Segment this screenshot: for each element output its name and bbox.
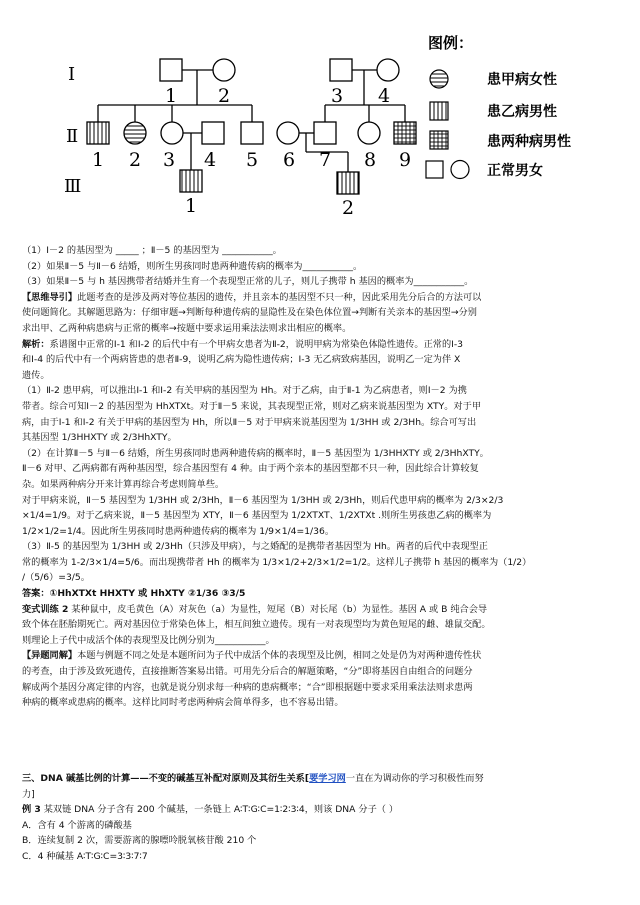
example-question <box>22 802 622 818</box>
individual-II-5 <box>241 122 263 144</box>
number-III-1: 1 <box>184 195 198 217</box>
example-text: 某双链 DNA 分子含有 200 个碱基，一条链上 A∶T∶G∶C=1∶2∶3∶4，则该 DNA 分子（ ） <box>40 804 399 816</box>
lead-tag: 解析： <box>22 338 50 350</box>
legend-swatch-normal-female <box>451 161 469 179</box>
text-line: 变式训练 2 某种鼠中，皮毛黄色（A）对灰色（a）为显性，短尾（B）对长尾（b）为显性。基因 A 或 B 纯合会导 <box>22 603 488 615</box>
text-line: 其基因型 1/3HHXTY 或 2/3HhXTY。 <box>22 432 177 444</box>
legend-swatch-both-male <box>430 131 448 149</box>
legend-swatch-normal-male <box>426 161 443 178</box>
lead-tag: 变式训练 2 <box>22 603 69 615</box>
individual-II-9 <box>394 122 416 144</box>
option-b: B．连续复制 2 次，需要游离的腺嘌呤脱氧核苷酸 210 个 <box>22 835 257 847</box>
text-line: 解析：系谱图中正常的Ⅰ-1 和Ⅰ-2 的后代中有一个甲病女患者为Ⅱ-2，说明甲病为常染色体隐性遗传。正常的Ⅰ-3 <box>22 338 464 350</box>
text-line: 1/2×1/2=1/4。因此所生男孩同时患两种遗传病的概率为 1/9×1/4=1/36。 <box>22 525 335 537</box>
individual-II-7 <box>314 122 336 144</box>
text-line: （3）Ⅱ-5 的基因型为 1/3HH 或 2/3Hh（只涉及甲病），与之婚配的是携带者基因型为 Hh。两者的后代中表现型正 <box>22 541 488 553</box>
individual-III-1 <box>180 170 202 192</box>
option-c: C．4 种碱基 A∶T∶G∶C=3∶3∶7∶7 <box>22 850 148 862</box>
legend-label-both-male: 患两种病男性 <box>487 134 571 150</box>
text-line: 【思维导引】此题考查的是涉及两对等位基因的遗传，并且亲本的基因型不只一种，因此采用先分后合的方法可以 <box>22 291 482 303</box>
number-III-2: 2 <box>341 197 355 219</box>
generation-label-2: Ⅱ <box>66 126 79 147</box>
individual-II-3 <box>161 122 183 144</box>
legend <box>426 34 571 179</box>
number-II-8: 8 <box>363 149 377 171</box>
bracket-open: [ <box>304 773 310 784</box>
individual-I-3 <box>330 59 352 81</box>
text-line: 【异题同解】本题与例题不同之处是本题所问为子代中成活个体的表现型及比例，相同之处是仍为对两种遗传性状 <box>22 650 482 662</box>
text-line: （1）Ⅱ-2 患甲病，可以推出Ⅰ-1 和Ⅰ-2 有关甲病的基因型为 Hh。对于乙病，由于Ⅱ-1 为乙病患者，则Ⅰ－2 为携 <box>22 385 467 397</box>
number-I-4: 4 <box>377 85 391 107</box>
number-II-5: 5 <box>245 149 259 171</box>
generation-label-1: Ⅰ <box>68 64 76 85</box>
individual-III-2 <box>337 172 359 194</box>
number-II-4: 4 <box>203 149 217 171</box>
text-line: （2）如果Ⅱ－5 与Ⅱ－6 结婚，则所生男孩同时患两种遗传病的概率为___________。 <box>22 260 363 272</box>
number-II-2: 2 <box>128 149 142 171</box>
individual-II-4 <box>202 122 224 144</box>
text-line: 带者。综合可知Ⅰ－2 的基因型为 HhXTXt。对于Ⅱ－5 来说，其表现型正常，则对乙病来说基因型为 XTY。对于甲 <box>22 400 482 412</box>
example-label: 例 3 <box>22 804 41 816</box>
section-title-tail-2: 力] <box>22 788 35 800</box>
text-line: 遗传。 <box>22 369 50 381</box>
text-line: （2）在计算Ⅱ－5 与Ⅱ－6 结婚，所生男孩同时患两种遗传病的概率时，Ⅱ－5 基因型为 1/3HHXTY 或 2/3HhXTY。 <box>22 447 489 459</box>
text-line: 种病的概率或患病的概率。这样比同时考虑两种病会简单得多，也不容易出错。 <box>22 697 344 709</box>
individual-I-4 <box>377 59 399 81</box>
text-line: 和Ⅰ-4 的后代中有一个两病皆患的患者Ⅱ-9，说明乙病为隐性遗传病；Ⅰ-3 无乙病致病基因，说明乙一定为伴 X <box>22 354 461 366</box>
individual-II-8 <box>358 122 380 144</box>
section-title-text: 三、DNA 碱基比例的计算——不变的碱基互补配对原则及其衍生关系 <box>22 773 305 784</box>
section-three <box>22 771 622 865</box>
individual-I-2 <box>213 59 235 81</box>
generation-label-3: Ⅲ <box>64 176 82 197</box>
text-line: 的考查，由于涉及致死遗传，直接推断答案易出错。可用先分后合的解题策略，“分”即将基因自由组合的问题分 <box>22 666 473 678</box>
number-II-1: 1 <box>91 149 105 171</box>
pedigree-diagram <box>0 0 640 240</box>
section-title-tail: 一直在为调动你的学习积极性而努 <box>345 773 484 784</box>
legend-title: 图例： <box>428 34 474 52</box>
text-line: 病，由于Ⅰ-1 和Ⅰ-2 有关于甲病的基因型为 Hh，所以Ⅱ－5 对于甲病来说基因型为 1/3HH 或 2/3Hh。综合可写出 <box>22 416 477 428</box>
legend-label-b-male: 患乙病男性 <box>487 104 557 120</box>
text-line: 常的概率为 1-2/3×1/4=5/6。而出现携带者 Hh 的概率为 1/3×1/2+2/3×1/2=1/2。这样儿子携带 h 基因的概率为（1/2） <box>22 556 532 568</box>
lead-tag: 【异题同解】 <box>22 650 78 662</box>
text-line: 使问题简化。其解题思路为：仔细审题→判断每种遗传病的显隐性及在染色体位置→判断有关亲本的基因型→分别 <box>22 307 477 319</box>
text-line: ×1/4=1/9。对于乙病来说，Ⅱ－5 基因型为 XTY，Ⅱ－6 基因型为 1/2XTXT、1/2XTXt .则所生男孩患乙病的概率为 <box>22 510 492 522</box>
legend-swatch-b-male <box>430 102 448 120</box>
legend-label-normal: 正常男女 <box>487 163 543 179</box>
lead-tag: 【思维导引】 <box>22 291 78 303</box>
individual-II-1 <box>87 122 109 144</box>
text-line: 杂。如果两种病分开来计算再综合考虑则简单些。 <box>22 478 225 490</box>
individual-I-1 <box>160 59 182 81</box>
legend-swatch-a-female <box>430 70 448 88</box>
question-and-analysis <box>22 243 622 711</box>
text-line: 求出甲、乙两种病患病与正常的概率→按题中要求运用乘法法则求出相应的概率。 <box>22 322 352 334</box>
number-I-3: 3 <box>330 85 344 107</box>
text-line: 解成两个基因分离定律的内容，也就是说分别求每一种病的患病概率；“合”即根据题中要求采用乘法法则求患两 <box>22 681 473 693</box>
source-link[interactable]: 要学习网 <box>309 773 346 784</box>
text-line: 则理论上子代中成活个体的表现型及比例分别为___________。 <box>22 634 275 646</box>
section-title <box>22 771 622 787</box>
number-II-7: 7 <box>318 149 332 171</box>
text-line: Ⅱ－6 对甲、乙两病都有两种基因型，综合基因型有 4 种。由于两个亲本的基因型都不只一种，因此综合计算较复 <box>22 463 479 475</box>
text-line: （1）Ⅰ－2 的基因型为 _____ ；Ⅱ－5 的基因型为 ___________。 <box>22 245 282 256</box>
text-line: /（5/6）=3/5。 <box>22 572 90 584</box>
number-II-9: 9 <box>398 149 412 171</box>
number-II-6: 6 <box>282 149 296 171</box>
legend-label-a-female: 患甲病女性 <box>487 72 557 88</box>
number-II-3: 3 <box>162 149 176 171</box>
text-line: 对于甲病来说，Ⅱ－5 基因型为 1/3HH 或 2/3Hh，Ⅱ－6 基因型为 1/3HH 或 2/3Hh，则后代患甲病的概率为 2/3×2/3 <box>22 494 504 506</box>
text-line: （3）如果Ⅱ－5 与 h 基因携带者结婚并生育一个表现型正常的儿子，则儿子携带 h 基因的概率为___________。 <box>22 276 474 288</box>
individual-II-2 <box>124 122 146 144</box>
answer-line: 答案：①HhXTXt HHXTY 或 HhXTY ②1/36 ③3/5 <box>22 588 246 600</box>
number-I-2: 2 <box>217 85 231 107</box>
individual-II-6 <box>277 122 299 144</box>
number-I-1: 1 <box>164 85 178 107</box>
option-a: A．含有 4 个游离的磷酸基 <box>22 819 132 831</box>
text-line: 致个体在胚胎期死亡。两对基因位于常染色体上，相互间独立遗传。现有一对表现型均为黄色短尾的雌、雄鼠交配。 <box>22 619 491 631</box>
